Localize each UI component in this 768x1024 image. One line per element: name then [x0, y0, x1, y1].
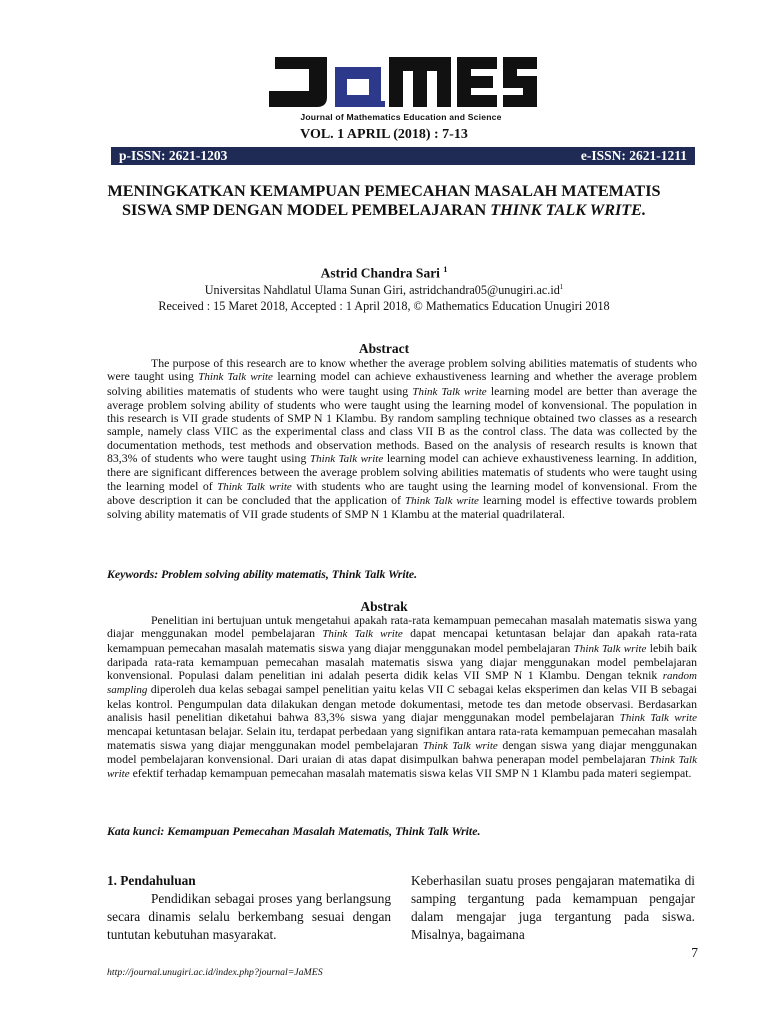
abstract-body: [107, 357, 697, 522]
abstract-heading: Abstract: [358, 341, 410, 356]
affiliation-line: [0, 283, 768, 298]
abstrak-text: Penelitian ini bertujuan untuk mengetahui apakah rata-rata kemampuan pemecahan masalah matematis siswa yang diajar menggunakan model pembelajaran: [107, 613, 697, 641]
keywords-id: Kata kunci: Kemampuan Pemecahan Masalah Matematis, Think Talk Write.: [107, 824, 481, 838]
body-paragraph-right: Keberhasilan suatu proses pengajaran matematika di samping tergantung pada kemampuan pengajar dalam mengajar juga tergantung pada siswa. Misalnya, bagaimana: [411, 873, 695, 942]
abstract-text: The purpose of this research are to know whether the average problem solving abilities matematis of students who were taught using: [107, 356, 697, 384]
abstrak-body: [107, 614, 697, 782]
p-issn: p-ISSN: 2621-1203: [119, 148, 228, 163]
author-sup: 1: [443, 265, 448, 274]
abstract-text: learning model is effective towards problem solving ability matematis of VII grade students of SMP N 1 Klambu at the material quadrilateral.: [107, 492, 697, 522]
abstrak-italic: random sampling: [107, 670, 697, 697]
title-italic: THINK TALK WRITE.: [490, 201, 647, 219]
abstrak-italic: Think Talk write: [107, 753, 697, 781]
page-number: 7: [691, 945, 698, 960]
body-column-left: [107, 872, 391, 944]
volume-line: VOL. 1 APRIL (2018) : 7-13: [300, 127, 468, 142]
abstrak-text: dengan siswa yang diajar menggunakan model pembelajaran konvensional. Dari uraian di atas dapat disimpulkan bahwa penerapan model pembelajaran: [107, 737, 697, 766]
abstrak-text: diperoleh dua kelas sebagai sampel penelitian yaitu kelas VII C sebagai kelas eksperimen dan kelas VII B sebagai kelas kontrol. Pengumpulan data dilakukan dengan metode dokumentasi, metode tes dan metode observasi. Berdasarkan analisis hasil penelitian diketahui bahwa 83,3% siswa yang diajar menggunakan model pembelajaran: [107, 682, 697, 725]
abstrak-text: mencapai ketuntasan belajar. Selain itu, terdapat perbedaan yang signifikan antara rata-rata kemampuan pemecahan masalah matematis siswa yang diajar menggunakan model pembelajaran: [107, 724, 697, 752]
e-issn: e-ISSN: 2621-1211: [580, 148, 687, 163]
section-heading: 1. Pendahuluan: [107, 873, 196, 888]
abstrak-italic: Think Talk write: [619, 712, 697, 725]
abstract-text: learning model can achieve exhaustiveness learning and whether the average problem solving abilities matematis of students who were taught using: [107, 369, 697, 398]
footer-url[interactable]: http://journal.unugiri.ac.id/index.php?journal=JaMES: [107, 967, 323, 978]
abstrak-paragraph: [107, 614, 697, 782]
abstrak-text: lebih baik daripada rata-rata kemampuan pemecahan masalah matematis siswa yang diajar menggunakan model pembelajaran konvensional. Populasi dalam penelitian ini adalah peserta didik kelas VII SMP N 1 Klambu. Dengan teknik: [107, 640, 698, 683]
author-line: [0, 265, 768, 282]
body-column-right: [411, 872, 695, 944]
abstrak-italic: Think Talk write: [422, 739, 498, 752]
abstrak-italic: Think Talk write: [322, 628, 403, 641]
abstract-paragraph: [107, 357, 697, 522]
issn-bar: [111, 147, 695, 165]
keywords-en: Keywords: Problem solving ability matematis, Think Talk Write.: [107, 567, 418, 581]
author-name: Astrid Chandra Sari: [320, 265, 440, 281]
james-logo-graphic: [265, 57, 537, 113]
abstract-italic: Think Talk write: [310, 453, 384, 466]
abstrak-heading: Abstrak: [360, 599, 408, 614]
affiliation: Universitas Nahdlatul Ulama Sunan Giri, astridchandra05@unugiri.ac.id: [204, 283, 560, 298]
abstract-italic: Think Talk write: [405, 494, 479, 507]
abstract-italic: Think Talk write: [198, 371, 273, 384]
abstract-italic: Think Talk write: [217, 480, 292, 493]
abstrak-text: dapat mencapai ketuntasan belajar dan apakah rata-rata kemampuan pemecahan masalah matematis siswa yang diajar menggunakan model pembelajaran: [107, 626, 697, 655]
abstrak-italic: Think Talk write: [573, 642, 647, 655]
journal-name: Journal of Mathematics Education and Science: [300, 112, 502, 122]
received-line: Received : 15 Maret 2018, Accepted : 1 April 2018, © Mathematics Education Unugiri 2018: [158, 299, 610, 313]
abstract-text: with students who are taught using the learning model of konvensional. From the above description it can be concluded that the application of: [107, 478, 697, 507]
title-main: MENINGKATKAN KEMAMPUAN PEMECAHAN MASALAH MATEMATIS SISWA SMP DENGAN MODEL PEMBELAJARAN: [107, 182, 661, 219]
body-paragraph-left: Pendidikan sebagai proses yang berlangsung secara dinamis selalu berkembang sesuai dengan tuntutan kebutuhan masyarakat.: [107, 891, 391, 942]
abstract-italic: Think Talk write: [412, 385, 487, 398]
affiliation-sup: 1: [559, 283, 564, 291]
abstract-text: learning model are better than average the average problem solving ability of students who were taught using the learning model of konvensional. The population in this research is VII grade students of SMP N 1 Klambu. By random sampling technique obtained two classes as a research sample, namely class VIIC as the experimental class and class VII B as the control class. The data was collected by the documentation methods, test methods and observation methods. Based on the analysis of research results is known that 83,3% of students who were taught using: [107, 383, 697, 466]
article-title: [100, 182, 668, 220]
abstrak-text: efektif terhadap kemampuan pemecahan masalah matematis siswa kelas VII SMP N 1 Klambu pada materi segiempat.: [129, 766, 692, 781]
abstract-text: learning model can achieve exhaustiveness learning. In addition, there are significant differences between the average problem solving abilities matematis of students who were taught using the learning model of: [107, 451, 697, 493]
